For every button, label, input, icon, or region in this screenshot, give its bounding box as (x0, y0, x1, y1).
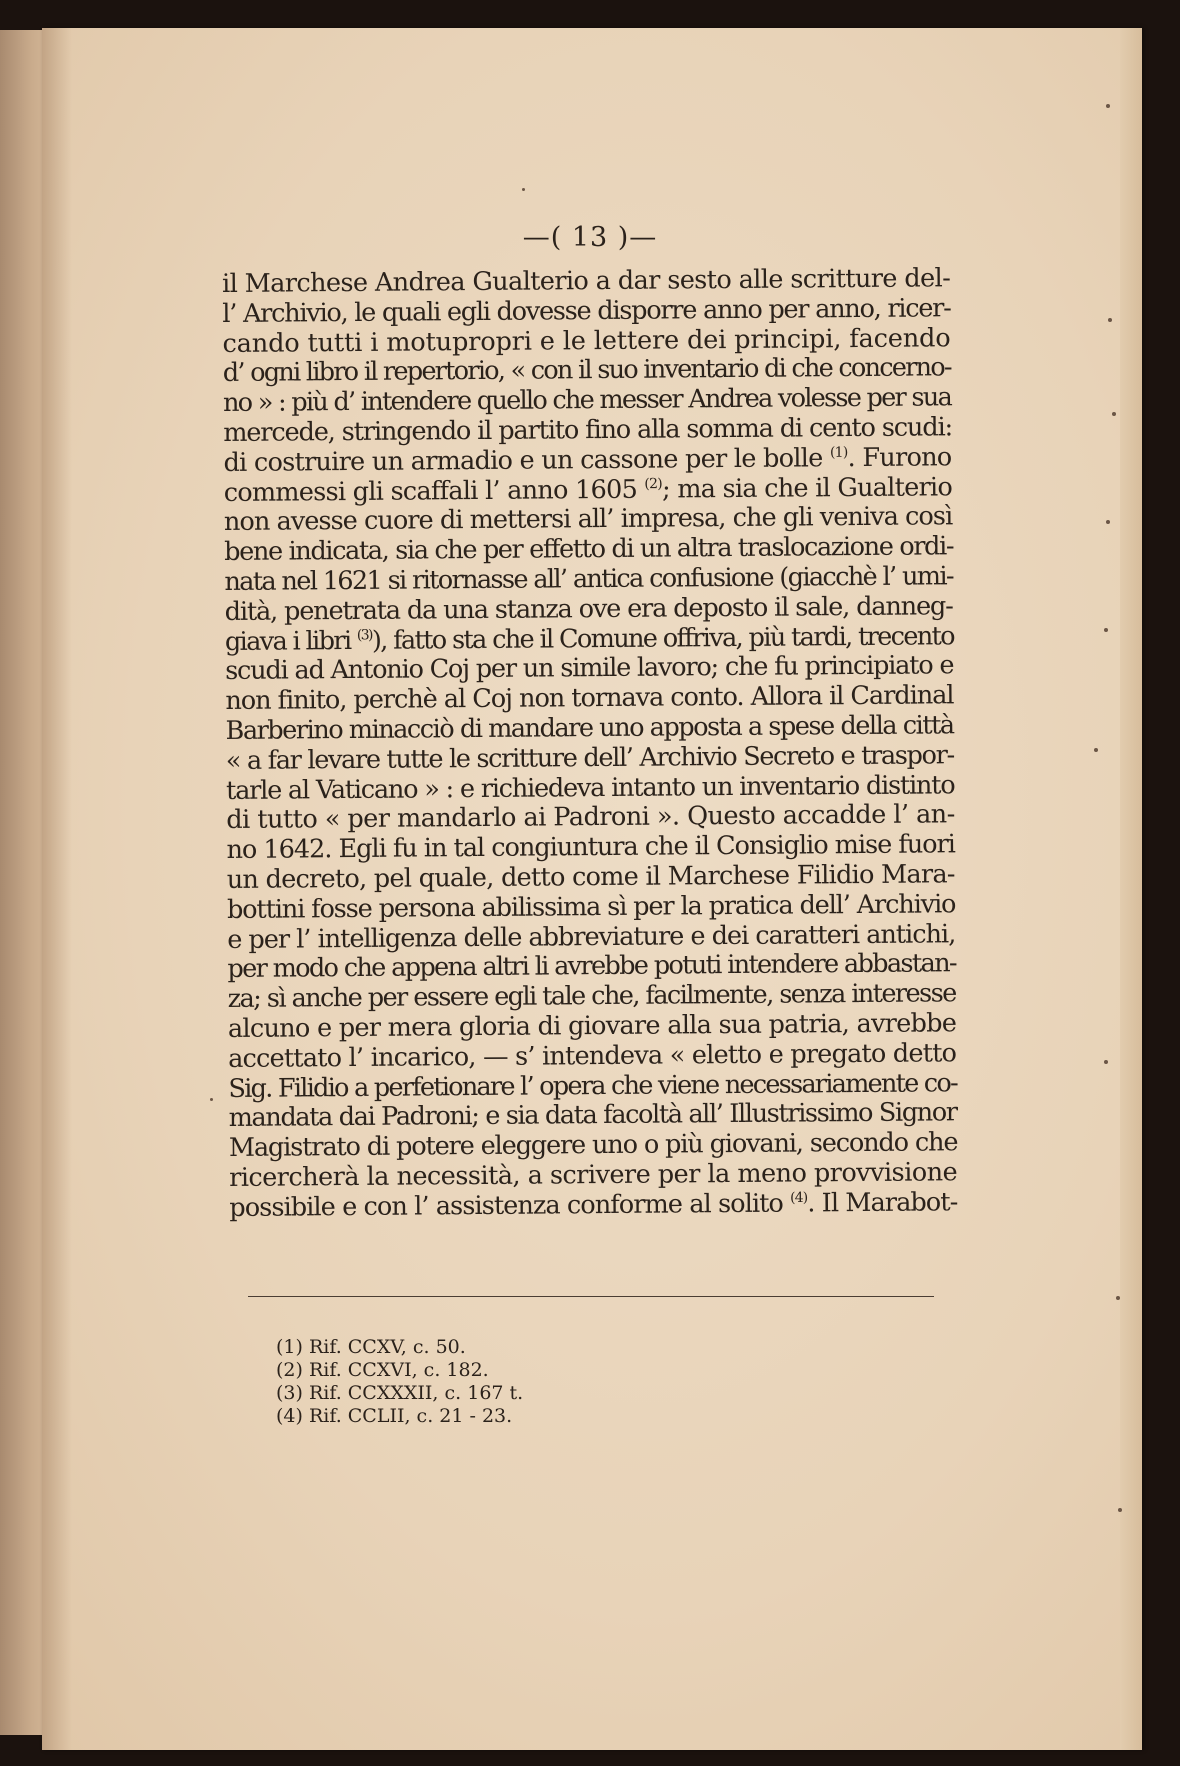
page-right-edge (1120, 28, 1142, 1750)
text-line: accettato l’ incarico, — s’ intendeva « eletto e pregato detto (228, 1037, 957, 1074)
text-line: Magistrato di potere eleggere uno o più giovani, secondo che (228, 1127, 958, 1164)
paper-speck (1104, 628, 1108, 632)
text-line: un decreto, pel quale, detto come il Marchese Filidio Mara- (226, 859, 955, 895)
text-line: tarle al Vaticano » : e richiedeva intanto un inventario distinto (225, 769, 955, 806)
text-line: mandata dai Padroni; e sia data facoltà all’ Illustrissimo Signor (228, 1097, 957, 1134)
page-number: —( 13 )— (522, 222, 658, 253)
text-segment: . Il Marabot- (807, 1186, 958, 1219)
text-line: dità, penetrata da una stanza ove era deposto il sale, danneg- (224, 591, 953, 627)
paper-speck (1104, 1060, 1108, 1064)
text-line: no 1642. Egli fu in tal congiuntura che il Consiglio mise fuori (226, 829, 956, 866)
text-line: l’ Archivio, le quali egli dovesse disporre anno per anno, ricer- (222, 293, 951, 329)
footnotes (276, 1336, 523, 1428)
footnote-marker: (2) (644, 475, 663, 492)
text-line: Barberino minacciò di mandare uno apposta a spese della città (225, 710, 954, 746)
footnote-marker: (3) (356, 626, 372, 644)
text-segment: ), fatto sta che il Comune offriva, più tardi, trecento (371, 620, 955, 656)
footnote: (3) Rif. CCXXXII, c. 167 t. (276, 1382, 524, 1404)
text-segment: commessi gli scaffali l’ anno 1605 (223, 474, 638, 508)
paper-speck (1106, 104, 1110, 108)
paper-speck (1106, 520, 1110, 524)
text-line: e per l’ intelligenza delle abbreviature e dei caratteri antichi, (227, 918, 956, 955)
paper-speck (210, 1098, 213, 1101)
text-line: bottini fosse persona abilissima sì per la pratica dell’ Archivio (226, 888, 956, 925)
text-line: cando tutti i motupropri e le lettere dei principi, facendo (222, 322, 951, 359)
text-line: za; sì anche per essere egli tale che, facilmente, senza interesse (227, 978, 956, 1015)
text-line: bene indicata, sia che per effetto di un altra traslocazione ordi- (224, 531, 954, 568)
text-segment: giava i libri (224, 625, 351, 657)
text-line: mercede, stringendo il partito fino alla somma di cento scudi: (223, 412, 953, 448)
text-line: ricercherà la necessità, a scrivere per la meno provvisione (229, 1157, 958, 1193)
text-line: non avesse cuore di mettersi all’ impresa, che gli veniva così (223, 501, 953, 538)
text-line: nata nel 1621 si ritornasse all’ antica confusione (giacchè l’ umi- (224, 561, 954, 597)
paper-speck (1112, 412, 1116, 416)
text-line: per modo che appena altri li avrebbe potuti intendere abbastan- (227, 948, 957, 985)
text-segment: ; ma sia che il Gualterio (661, 471, 953, 505)
footnote-separator (248, 1296, 934, 1297)
text-line: Sig. Filidio a perfetionare l’ opera che viene necessariamente co- (228, 1067, 957, 1104)
text-line: d’ ogni libro il repertorio, « con il suo inventario di che concerno- (222, 352, 951, 389)
text-line: il Marchese Andrea Gualterio a dar sesto alle scritture del- (221, 263, 951, 299)
text-line: scudi ad Antonio Coj per un simile lavoro; che fu principiato e (225, 650, 954, 687)
text-segment: di costruire un armadio e un cassone per le bolle (223, 443, 823, 478)
paper-speck (1108, 318, 1112, 322)
footnote: (1) Rif. CCXV, c. 50. (276, 1336, 466, 1358)
text-segment: . Furono (847, 442, 952, 473)
text-line: alcuno e per mera gloria di giovare alla sua patria, avrebbe (227, 1008, 957, 1044)
text-line: non finito, perchè al Coj non tornava conto. Allora il Cardinal (225, 680, 954, 717)
paper-speck (522, 188, 525, 191)
text-line (229, 1188, 957, 1224)
footnote-marker: (1) (829, 444, 848, 461)
text-line: « a far levare tutte le scritture dell’ Archivio Secreto e traspor- (225, 740, 954, 776)
page-gutter-shadow (42, 28, 72, 1750)
paper-speck (1116, 1296, 1120, 1300)
footnote: (4) Rif. CCLII, c. 21 - 23. (276, 1405, 513, 1427)
body-text (222, 264, 957, 1223)
text-line: di tutto « per mandarlo ai Padroni ». Questo accadde l’ an- (226, 799, 955, 836)
footnote: (2) Rif. CCXVI, c. 182. (276, 1359, 489, 1381)
text-line: no » : più d’ intendere quello che messer Andrea volesse per sua (222, 382, 952, 419)
footnote-marker: (4) (790, 1189, 808, 1206)
text-segment: possibile e con l’ assistenza conforme al solito (229, 1188, 784, 1223)
paper-speck (1118, 1508, 1122, 1512)
paper-speck (1094, 748, 1098, 752)
